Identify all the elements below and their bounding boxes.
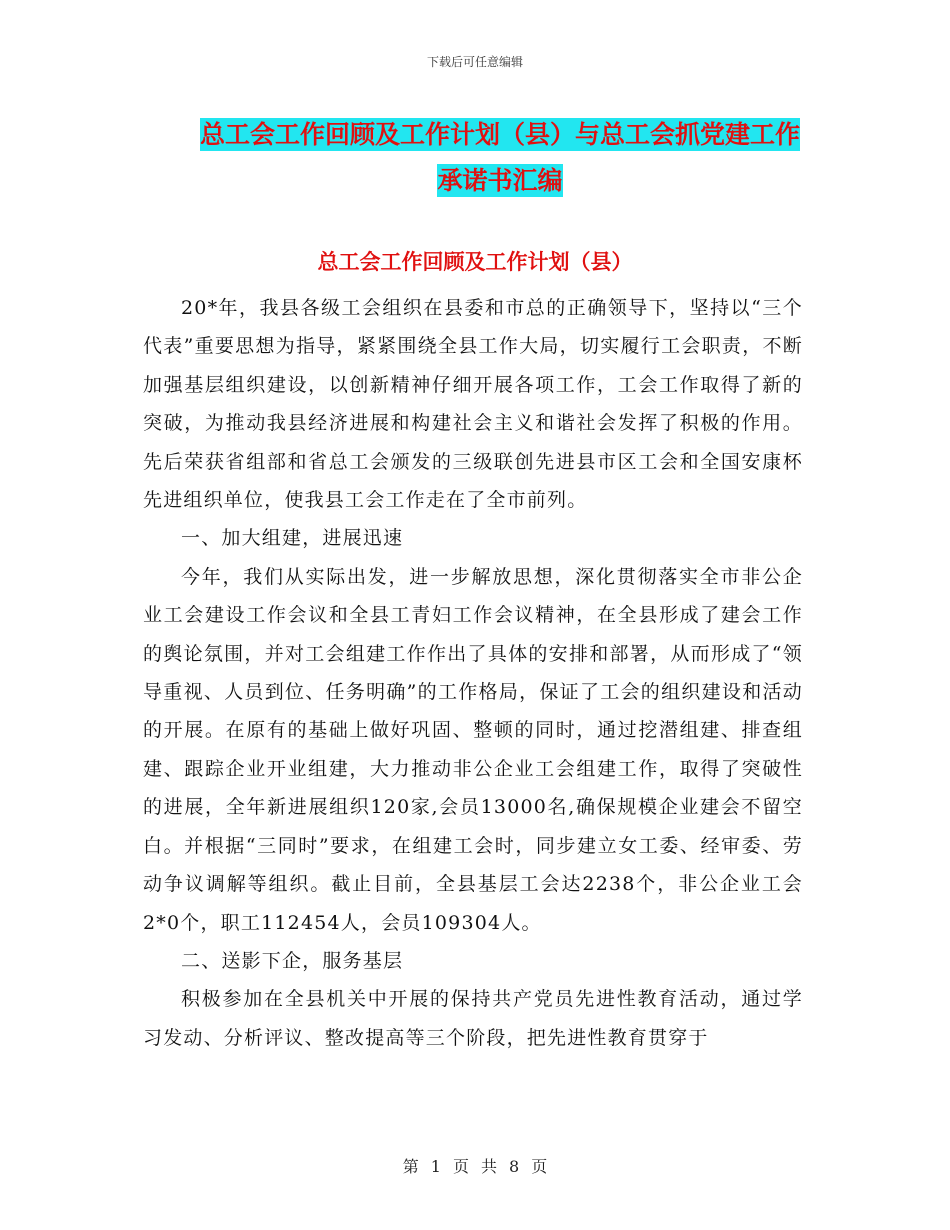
footer-total-pages: 8 [509,1157,520,1176]
footer-page-number: 1 [430,1157,441,1176]
document-title-text: 总工会工作回顾及工作计划（县）与总工会抓党建工作承诺书汇编 [199,120,800,195]
footer-total-label: 共 [481,1157,498,1176]
paragraph-intro: 20*年，我县各级工会组织在县委和市总的正确领导下，坚持以“三个代表”重要思想为指导，紧紧围绕全县工作大局，切实履行工会职责，不断加强基层组织建设，以创新精神仔细开展各项工作，工会工作取得了新的突破，为推动我县经济进展和构建社会主义和谐社会发挥了积极的作用。先后荣获省组部和省总工会颁发的三级联创先进县市区工会和全国安康杯先进组织单位，使我县工会工作走在了全市前列。 [143,297,803,512]
footer-page-label: 第 [402,1157,419,1176]
page-footer [0,1154,950,1177]
footer-page-unit: 页 [452,1157,469,1176]
download-note: 下载后可任意编辑 [426,55,523,69]
heading-two: 二、送影下企，服务基层 [181,949,404,972]
heading-one: 一、加大组建，进展迅速 [181,527,404,550]
section-title: 总工会工作回顾及工作计划（县） [317,250,633,274]
paragraph-education: 积极参加在全县机关中开展的保持共产党员先进性教育活动，通过学习发动、分析评议、整改提高等三个阶段，把先进性教育贯穿于 [143,988,803,1049]
document-body [143,289,803,1057]
document-title [190,112,810,204]
footer-total-unit: 页 [531,1157,548,1176]
paragraph-organization: 今年，我们从实际出发，进一步解放思想，深化贯彻落实全市非公企业工会建设工作会议和全县工青妇工作会议精神，在全县形成了建会工作的舆论氛围，并对工会组建工作作出了具体的安排和部署，从而形成了“领导重视、人员到位、任务明确”的工作格局，保证了工会的组织建设和活动的开展。在原有的基础上做好巩固、整顿的同时，通过挖潜组建、排查组建、跟踪企业开业组建，大力推动非公企业工会组建工作，取得了突破性的进展，全年新进展组织120家,会员13000名,确保规模企业建会不留空白。并根据“三同时”要求，在组建工会时，同步建立女工委、经审委、劳动争议调解等组织。截止目前，全县基层工会达2238个，非公企业工会2*0个，职工112454人，会员109304人。 [143,565,803,934]
